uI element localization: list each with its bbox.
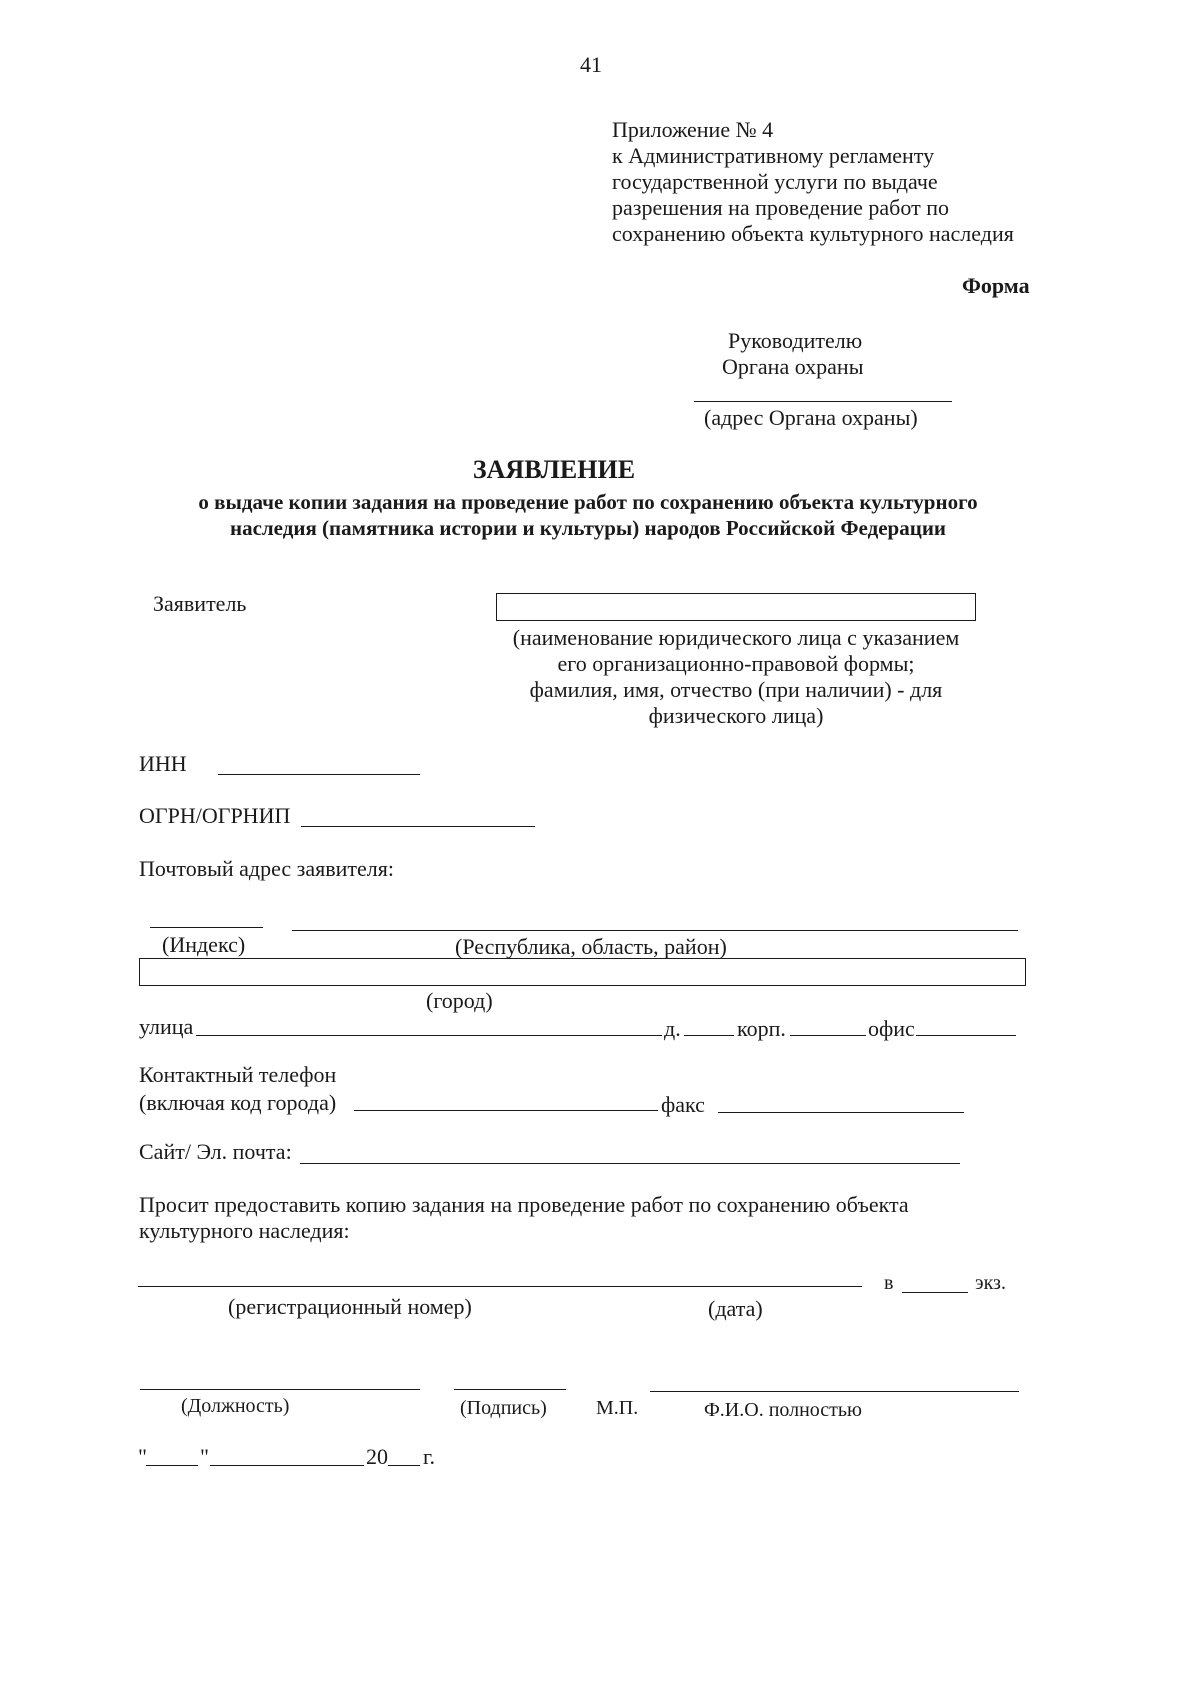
full-name-field[interactable] — [650, 1391, 1019, 1392]
date-year-field[interactable] — [388, 1465, 420, 1466]
signature-field[interactable] — [454, 1389, 566, 1390]
addressee-line: Органа охраны — [722, 354, 864, 379]
inn-label: ИНН — [139, 751, 187, 776]
form-label: Форма — [962, 273, 1030, 298]
date-caption: (дата) — [708, 1296, 763, 1321]
date-month-field[interactable] — [210, 1465, 364, 1466]
stamp-label: М.П. — [596, 1397, 639, 1419]
registration-number-field[interactable] — [138, 1286, 862, 1287]
site-email-label: Сайт/ Эл. почта: — [139, 1139, 292, 1164]
addressee-address-line[interactable] — [694, 401, 952, 402]
registration-number-caption: (регистрационный номер) — [228, 1294, 472, 1319]
applicant-caption: его организационно-правовой формы; — [557, 651, 915, 676]
applicant-caption: фамилия, имя, отчество (при наличии) - для — [529, 677, 943, 702]
appendix-line: разрешения на проведение работ по — [612, 195, 949, 220]
addressee-address-caption: (адрес Органа охраны) — [704, 405, 918, 430]
applicant-name-field[interactable] — [496, 593, 976, 621]
postal-index-caption: (Индекс) — [162, 932, 246, 957]
date-quote-open: " — [138, 1444, 147, 1469]
appendix-line: Приложение № 4 — [612, 117, 774, 142]
full-name-caption: Ф.И.О. полностью — [704, 1399, 862, 1421]
phone-label: Контактный телефон — [139, 1062, 337, 1087]
appendix-line: сохранению объекта культурного наследия — [612, 221, 1014, 246]
office-field[interactable] — [916, 1035, 1016, 1036]
postal-region-field[interactable] — [292, 930, 1018, 931]
fax-field[interactable] — [718, 1112, 964, 1113]
document-title: ЗАЯВЛЕНИЕ — [472, 455, 636, 484]
postal-index-field[interactable] — [150, 927, 263, 928]
document-subtitle-line: о выдаче копии задания на проведение работ по сохранению объекта культурного — [198, 490, 978, 514]
phone-label-code: (включая код города) — [139, 1090, 337, 1115]
fax-label: факс — [661, 1092, 705, 1117]
addressee-line: Руководителю — [728, 328, 863, 353]
document-subtitle-line: наследия (памятника истории и культуры) народов Российской Федерации — [229, 516, 947, 540]
page-number: 41 — [580, 52, 602, 77]
date-year-suffix: г. — [423, 1444, 436, 1469]
date-day-field[interactable] — [146, 1465, 198, 1466]
ogrn-label: ОГРН/ОГРНИП — [139, 803, 291, 828]
inn-field[interactable] — [218, 774, 420, 775]
applicant-caption: (наименование юридического лица с указанием — [512, 625, 960, 650]
postal-city-caption: (город) — [426, 988, 493, 1013]
date-year-prefix: 20 — [366, 1444, 388, 1469]
building-field[interactable] — [790, 1035, 866, 1036]
date-quote-close: " — [200, 1444, 209, 1469]
postal-city-field[interactable] — [139, 958, 1026, 986]
site-email-field[interactable] — [300, 1163, 960, 1164]
position-field[interactable] — [140, 1389, 420, 1390]
phone-field[interactable] — [354, 1110, 658, 1111]
request-text-line: Просит предоставить копию задания на проведение работ по сохранению объекта — [139, 1192, 909, 1217]
position-caption: (Должность) — [181, 1395, 290, 1417]
appendix-line: к Административному регламенту — [612, 143, 935, 168]
postal-address-label: Почтовый адрес заявителя: — [139, 856, 395, 881]
street-field[interactable] — [196, 1035, 662, 1036]
applicant-label: Заявитель — [153, 591, 247, 616]
copies-unit-label: экз. — [975, 1272, 1006, 1294]
signature-caption: (Подпись) — [460, 1397, 547, 1419]
appendix-line: государственной услуги по выдаче — [612, 169, 938, 194]
copies-count-field[interactable] — [902, 1292, 968, 1293]
applicant-caption: физического лица) — [648, 703, 824, 728]
building-label: корп. — [737, 1016, 786, 1041]
house-field[interactable] — [684, 1035, 734, 1036]
copies-in-label: в — [884, 1272, 894, 1294]
ogrn-field[interactable] — [301, 826, 535, 827]
request-text-line: культурного наследия: — [139, 1218, 350, 1243]
office-label: офис — [868, 1016, 915, 1041]
postal-region-caption: (Республика, область, район) — [455, 934, 727, 959]
house-label: д. — [664, 1016, 681, 1041]
street-label: улица — [139, 1014, 194, 1039]
